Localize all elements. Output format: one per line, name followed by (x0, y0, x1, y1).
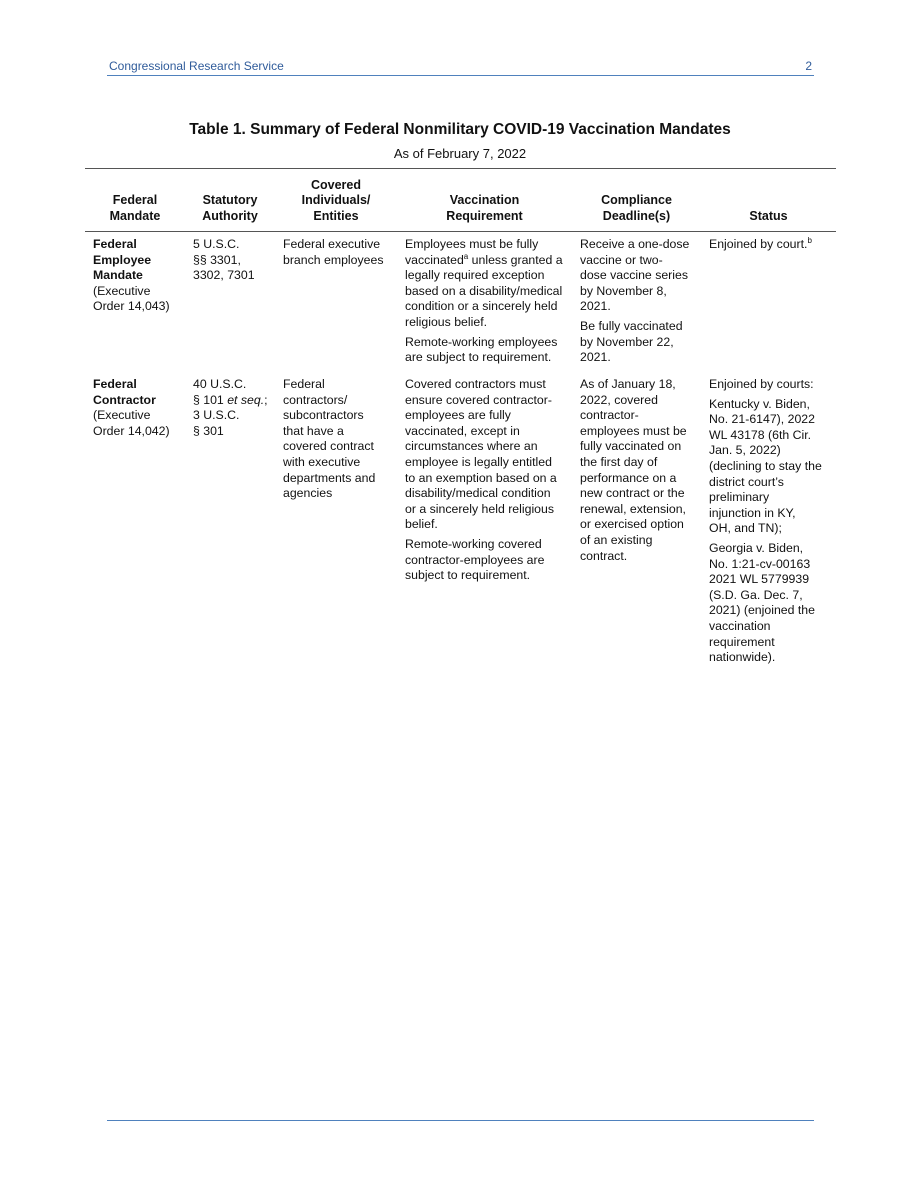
cell-covered: Federal contractors/ subcontractors that have a covered contract with executive departments and agencies (283, 377, 376, 501)
footer-rule (107, 1120, 814, 1121)
page-header (107, 58, 814, 76)
table-header-row (85, 169, 836, 232)
table-row (85, 371, 836, 670)
footnote-marker: b (807, 235, 812, 245)
mandates-table (85, 168, 836, 670)
table-title: Table 1. Summary of Federal Nonmilitary COVID-19 Vaccination Mandates (189, 121, 731, 138)
table-row (85, 232, 836, 371)
header-source: Congressional Research Service (109, 59, 284, 73)
page-number: 2 (805, 59, 812, 73)
cell-mandate: Federal Contractor (Executive Order 14,042) (93, 377, 170, 438)
col-header-compliance-deadline: Compliance Deadline(s) (601, 193, 672, 223)
cell-deadline: As of January 18, 2022, covered contractor- employees must be fully vaccinated on the first day of performance on a new contract or the renewal, extension, or exercised option of an existing contract. (580, 377, 687, 563)
cell-requirement: Covered contractors must ensure covered contractor- employees are fully vaccinated, except in circumstances where an employee is legally entitled to an exemption based on a disability/medical condition or a sincerely held religious belief. Remote-working covered contractor-employees are subject to requirement. (405, 377, 557, 583)
cell-deadline: Receive a one-dose vaccine or two- dose vaccine series by November 8, 2021. Be fully vaccinated by November 22, 2021. (580, 237, 690, 365)
cell-authority: 5 U.S.C. §§ 3301, 3302, 7301 (193, 237, 255, 283)
col-header-statutory-authority: Statutory Authority (202, 193, 258, 223)
cell-covered: Federal executive branch employees (283, 237, 384, 267)
cell-authority: 40 U.S.C. § 101 et seq.; 3 U.S.C. § 301 (193, 377, 268, 438)
footnote-marker: a (463, 251, 469, 261)
cell-requirement: Employees must be fully vaccinated$^a$ unless granted a legally required exception based on a disability/medical condition or a sincerely held religious belief. Remote-working employees are subject to requirement. (405, 237, 563, 365)
col-header-federal-mandate: Federal Mandate (109, 193, 161, 223)
table-subtitle: As of February 7, 2022 (393, 146, 527, 161)
col-header-vaccination-requirement: Vaccination Requirement (446, 193, 523, 223)
cell-mandate: Federal Employee Mandate (Executive Order 14,043) (93, 237, 170, 314)
cell-status: Enjoined by court.$^b$ (709, 235, 812, 251)
cell-status: Enjoined by courts: Kentucky v. Biden, No. 21-6147), 2022 WL 43178 (6th Cir. Jan. 5, 2022) (declining to stay the district court’s preliminary injunction in KY, OH, and TN); Georgia v. Biden, No. 1:21-cv-00163 2021 WL 5779939 (S.D. Ga. Dec. 7, 2021) (enjoined the vaccination requirement nationwide). (709, 377, 822, 665)
col-header-covered: Covered Individuals/ Entities (301, 177, 371, 223)
col-header-status: Status (749, 208, 788, 223)
